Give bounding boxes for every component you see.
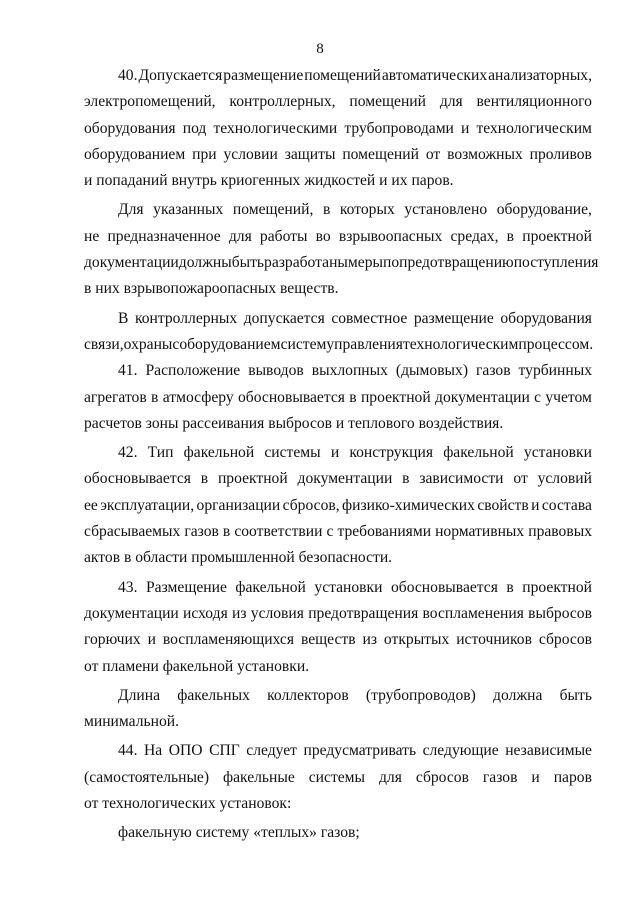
- word: условия: [250, 604, 304, 622]
- word: Допускается: [138, 67, 223, 84]
- text-line: [84, 63, 592, 89]
- word: турбинных: [518, 362, 592, 380]
- word: из: [362, 631, 377, 649]
- text-line: [84, 493, 592, 519]
- word: процессом.: [518, 335, 594, 353]
- word: в: [349, 388, 357, 406]
- word: 42.: [118, 444, 138, 462]
- word: документации: [435, 388, 530, 406]
- text-line: в них взрывопожароопасных веществ.: [84, 280, 339, 298]
- word: от: [425, 145, 441, 163]
- word: работы: [259, 227, 308, 245]
- word: системы: [308, 768, 366, 786]
- word: связи,: [84, 335, 124, 353]
- word: соответствии: [234, 523, 323, 541]
- text-line: от технологических установок:: [84, 795, 292, 813]
- word: под: [182, 119, 207, 137]
- word: Для: [118, 201, 144, 219]
- word: в: [151, 388, 159, 406]
- text-line: [84, 575, 592, 601]
- text-line: и попаданий внутрь криогенных жидкостей и их паров.: [84, 172, 454, 190]
- text-line: [84, 142, 592, 168]
- word: с: [326, 523, 334, 541]
- word: которых: [339, 201, 395, 219]
- word: установки: [523, 444, 592, 462]
- page-number: 8: [316, 41, 324, 57]
- text-line: [84, 250, 599, 276]
- word: СПГ: [209, 742, 240, 760]
- text-line: расчетов зоны рассеивания выбросов и теплового воздействия.: [84, 414, 504, 432]
- word: средах,: [450, 227, 499, 245]
- word: анализаторных,: [488, 67, 592, 84]
- word: Расположение: [145, 362, 241, 380]
- word: в: [222, 523, 231, 541]
- word: в: [506, 227, 515, 245]
- word: эксплуатации,: [100, 496, 195, 514]
- word: обосновывается: [390, 578, 498, 596]
- word: от: [513, 470, 528, 488]
- word: физико-химических: [342, 496, 475, 514]
- word: атмосферу: [162, 388, 234, 406]
- word: установки: [314, 578, 383, 596]
- word: проектной: [217, 470, 288, 488]
- word: газов: [482, 768, 518, 786]
- word: быть: [231, 254, 265, 272]
- word: предусматривать: [303, 742, 417, 760]
- word: веществ: [300, 631, 356, 649]
- word: следует: [246, 742, 297, 760]
- word: допускается: [243, 309, 325, 327]
- word: в: [506, 578, 514, 596]
- word: 43.: [118, 578, 138, 596]
- word: системы: [264, 444, 321, 462]
- text-line: [84, 116, 592, 142]
- word: размещение: [413, 309, 494, 327]
- word: учетом: [545, 388, 592, 406]
- word: оборудование,: [496, 201, 592, 219]
- text-line: [84, 306, 592, 332]
- text-line: минимальной.: [84, 713, 180, 731]
- word: трубопроводами: [344, 119, 454, 137]
- text-line: [84, 89, 592, 115]
- word: выводов: [248, 362, 304, 380]
- word: во: [315, 227, 331, 245]
- word: условий: [537, 470, 592, 488]
- word: вентиляционного: [476, 93, 592, 111]
- word: помещений,: [232, 201, 314, 219]
- word: воспламеняющихся: [162, 631, 295, 649]
- word: зависимости: [419, 470, 504, 488]
- word: (самостоятельные): [84, 768, 210, 786]
- word: взрывоопасных: [338, 227, 443, 245]
- word: контроллерных,: [229, 93, 336, 111]
- word: оборудованием: [179, 335, 281, 353]
- word: требованиями: [337, 523, 432, 541]
- word: ее: [84, 496, 98, 514]
- word: проектной: [360, 388, 431, 406]
- word: 41.: [118, 362, 138, 380]
- word: и: [147, 631, 156, 649]
- word: поступления: [513, 254, 599, 272]
- word: факельной: [235, 578, 306, 596]
- text-line: от пламени факельной установки.: [84, 657, 310, 675]
- word: выхлопных: [311, 362, 388, 380]
- word: помещений: [304, 67, 381, 84]
- word: должна: [493, 686, 543, 704]
- word: из: [232, 604, 247, 622]
- word: технологическим: [476, 119, 592, 137]
- word: На: [144, 742, 163, 760]
- word: установлено: [404, 201, 488, 219]
- word: горючих: [84, 631, 141, 649]
- word: конструкция: [349, 444, 434, 462]
- word: документации: [297, 470, 393, 488]
- word: условии: [223, 145, 278, 163]
- word: предотвращению: [399, 254, 514, 272]
- word: состава: [541, 496, 592, 514]
- word: сбросов: [415, 768, 469, 786]
- word: и: [330, 444, 340, 462]
- word: по: [382, 254, 400, 272]
- text-line: [84, 197, 592, 223]
- word: газов: [476, 362, 511, 380]
- word: быть: [559, 686, 592, 704]
- word: факельные: [223, 768, 295, 786]
- text-line: [84, 765, 592, 791]
- word: факельной: [183, 444, 255, 462]
- word: защиты: [284, 145, 336, 163]
- word: обосновывается: [84, 470, 191, 488]
- word: открытых: [383, 631, 450, 649]
- text-line: [84, 683, 592, 709]
- word: автоматических: [381, 67, 488, 84]
- word: для: [378, 768, 402, 786]
- word: в: [200, 470, 209, 488]
- word: совместное: [331, 309, 408, 327]
- text-line: [84, 440, 592, 466]
- word: с: [172, 335, 180, 353]
- word: оборудованием: [84, 145, 186, 163]
- word: помещений: [342, 145, 419, 163]
- word: сбрасываемых: [84, 523, 181, 541]
- text-line: актов в области промышленной безопасности.: [84, 549, 393, 567]
- text-line: [84, 224, 592, 250]
- text-line: [84, 627, 592, 653]
- word: размещение: [223, 67, 304, 84]
- word: разработаны: [264, 254, 348, 272]
- word: исходя: [183, 604, 228, 622]
- document-body: [84, 63, 599, 847]
- word: проектной: [522, 227, 592, 245]
- word: следующие: [422, 742, 499, 760]
- word: выбросов: [528, 604, 592, 622]
- word: технологическим: [402, 335, 519, 353]
- word: при: [192, 145, 217, 163]
- word: и: [531, 768, 540, 786]
- word: паров: [553, 768, 592, 786]
- word: (трубопроводов): [365, 686, 476, 704]
- word: в: [322, 201, 331, 219]
- word: меры: [347, 254, 383, 272]
- text-line: [84, 358, 592, 384]
- word: коллекторов: [267, 686, 349, 704]
- word: факельных: [177, 686, 250, 704]
- word: в: [402, 470, 410, 488]
- text-line: факельную систему «теплых» газов;: [118, 824, 360, 842]
- word: обосновывается: [238, 388, 345, 406]
- word: документации: [84, 254, 179, 272]
- word: воспламенения: [422, 604, 524, 622]
- word: помещений: [349, 93, 426, 111]
- text-line: [84, 601, 592, 627]
- text-line: [84, 738, 592, 764]
- word: контроллерных: [134, 309, 238, 327]
- word: Размещение: [146, 578, 227, 596]
- word: агрегатов: [84, 388, 147, 406]
- word: источников: [456, 631, 532, 649]
- word: сбросов: [538, 631, 592, 649]
- word: предотвращения: [308, 604, 419, 622]
- word: систем: [280, 335, 327, 353]
- text-line: [84, 332, 592, 358]
- word: организации: [196, 496, 281, 514]
- word: указанных: [153, 201, 224, 219]
- word: проектной: [522, 578, 592, 596]
- word: сбросов,: [282, 496, 340, 514]
- word: предназначенное: [107, 227, 221, 245]
- word: 40.: [118, 67, 138, 84]
- word: В: [118, 309, 129, 327]
- word: газов: [184, 523, 219, 541]
- word: 44.: [118, 742, 138, 760]
- word: Тип: [147, 444, 174, 462]
- word: нормативных: [435, 523, 525, 541]
- word: оборудования: [500, 309, 592, 327]
- text-line: [84, 385, 592, 411]
- word: (дымовых): [395, 362, 469, 380]
- word: технологическими: [213, 119, 338, 137]
- word: Длина: [118, 686, 161, 704]
- word: свойств: [477, 496, 529, 514]
- word: управления: [326, 335, 403, 353]
- text-line: [84, 519, 592, 545]
- word: для: [439, 93, 463, 111]
- word: независимые: [505, 742, 592, 760]
- word: электропомещений,: [84, 93, 216, 111]
- word: не: [84, 227, 100, 245]
- word: возможных: [447, 145, 523, 163]
- word: должны: [178, 254, 232, 272]
- word: факельной: [443, 444, 514, 462]
- word: проливов: [529, 145, 592, 163]
- word: для: [228, 227, 252, 245]
- word: документации: [84, 604, 179, 622]
- word: и: [531, 496, 540, 514]
- word: с: [534, 388, 542, 406]
- word: и: [461, 119, 470, 137]
- word: правовых: [528, 523, 592, 541]
- word: оборудования: [84, 119, 176, 137]
- word: охраны: [123, 335, 173, 353]
- word: ОПО: [168, 742, 203, 760]
- text-line: [84, 466, 592, 492]
